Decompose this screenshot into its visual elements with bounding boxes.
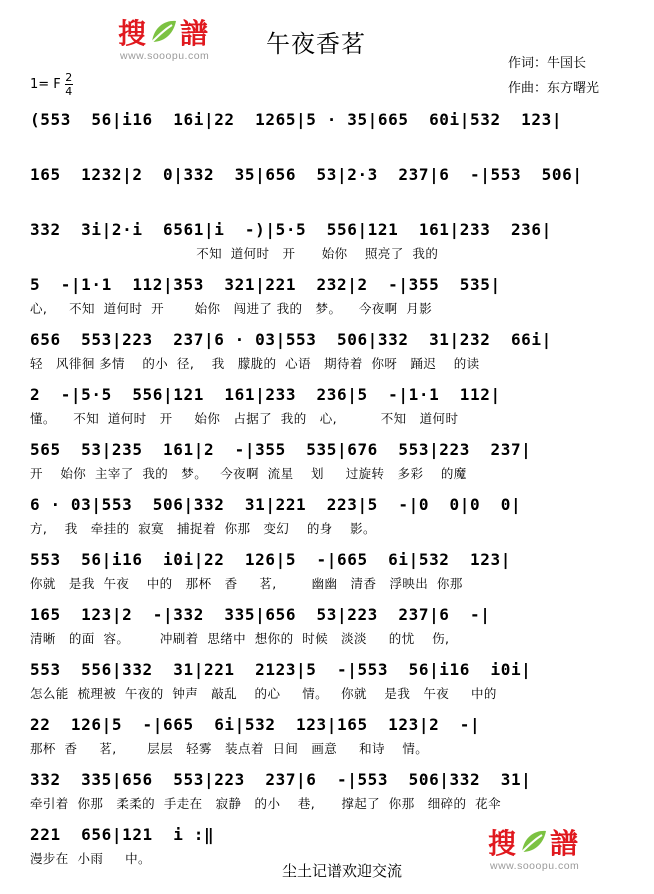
notation-row: 5 -|1·1 112|353 321|221 232|2 -|355 535|: [30, 275, 501, 294]
notation-row: 165 123|2 -|332 335|656 53|223 237|6 -|: [30, 605, 491, 624]
lyric-row: 你就 是我 午夜 中的 那杯 香 茗, 幽幽 清香 浮映出 你那: [30, 576, 463, 591]
lyric-row: [30, 134, 630, 154]
lyric-row: 漫步在 小雨 中。: [30, 851, 151, 866]
lyric-row: 不知 道何时 开 始你 照亮了 我的: [30, 246, 439, 261]
notation-row: 565 53|235 161|2 -|355 535|676 553|223 237|: [30, 440, 532, 459]
lyric-row: 那杯 香 茗, 层层 轻雾 装点着 日间 画意 和诗 情。: [30, 741, 429, 756]
footer-note: 尘土记谱欢迎交流: [282, 862, 403, 880]
score-line: [30, 493, 630, 548]
composer-credit: 作曲：东方曙光: [508, 81, 600, 96]
logo-url: www.sooopu.com: [120, 50, 210, 62]
sooopu-logo-bottom: [488, 828, 579, 872]
lyric-row: 清晰 的面 容。 冲刷着 思绪中 想你的 时候 淡淡 的忧 伤,: [30, 631, 450, 646]
notation-row: 165 1232|2 0|332 35|656 53|2·3 237|6 -|553 506|: [30, 165, 583, 184]
score-line: [30, 218, 630, 273]
notation-row: 553 556|332 31|221 2123|5 -|553 56|i16 i0i|: [30, 660, 532, 679]
score-line: [30, 438, 630, 493]
key-signature: [30, 72, 73, 97]
notation-row: 656 553|223 237|6 · 03|553 506|332 31|232 66i|: [30, 330, 552, 349]
logo-char-left: 搜: [118, 17, 147, 50]
lyric-row: [30, 189, 630, 209]
key-label: 1= F: [30, 77, 61, 92]
score-line: [30, 658, 630, 713]
lyric-row: 开 始你 主宰了 我的 梦。 今夜啊 流星 划 过旋转 多彩 的魔: [30, 466, 467, 481]
notation-row: 332 3i|2·i 6561|i -)|5·5 556|121 161|233 236|: [30, 220, 552, 239]
lyricist-credit: 作词：牛国长: [508, 56, 587, 71]
lyric-row: 方, 我 牵挂的 寂寞 捕捉着 你那 变幻 的身 影。: [30, 521, 376, 536]
logo-char-right: 譜: [180, 17, 209, 50]
notation-row: 6 · 03|553 506|332 31|221 223|5 -|0 0|0 0|: [30, 495, 522, 514]
logo-char-left: 搜: [488, 827, 517, 860]
time-signature: [65, 72, 73, 97]
lyric-row: 心, 不知 道何时 开 始你 闯进了 我的 梦。 今夜啊 月影: [30, 301, 433, 316]
lyric-row: 怎么能 梳理被 午夜的 钟声 敲乱 的心 情。 你就 是我 午夜 中的: [30, 686, 497, 701]
score-line: [30, 273, 630, 328]
score-line: [30, 163, 630, 218]
song-title: 午夜香茗: [266, 30, 366, 58]
notation-row: 221 656|121 i :‖: [30, 825, 215, 844]
logo-url: www.sooopu.com: [490, 860, 580, 872]
score-line: [30, 713, 630, 768]
lyric-row: 懂。 不知 道何时 开 始你 占据了 我的 心, 不知 道何时: [30, 411, 459, 426]
score-line: [30, 603, 630, 658]
score-line: [30, 548, 630, 603]
sooopu-logo-top: [118, 18, 209, 62]
logo-char-right: 譜: [550, 827, 579, 860]
score-line: [30, 108, 630, 163]
score-line: [30, 768, 630, 823]
time-bottom: 4: [65, 85, 73, 98]
score-line: [30, 383, 630, 438]
score-line: [30, 328, 630, 383]
lyric-row: 轻 风徘徊 多情 的小 径, 我 朦胧的 心语 期待着 你呀 踊迟 的读: [30, 356, 480, 371]
notation-row: 332 335|656 553|223 237|6 -|553 506|332 31|: [30, 770, 532, 789]
notation-row: 2 -|5·5 556|121 161|233 236|5 -|1·1 112|: [30, 385, 501, 404]
leaf-icon: [148, 18, 178, 50]
leaf-icon: [518, 828, 548, 860]
time-top: 2: [65, 71, 73, 84]
jianpu-score: [30, 108, 630, 878]
notation-row: (553 56|i16 16i|22 1265|5 · 35|665 60i|532 123|: [30, 110, 563, 129]
notation-row: 553 56|i16 i0i|22 126|5 -|665 6i|532 123|: [30, 550, 511, 569]
notation-row: 22 126|5 -|665 6i|532 123|165 123|2 -|: [30, 715, 481, 734]
lyric-row: 牵引着 你那 柔柔的 手走在 寂静 的小 巷, 撑起了 你那 细碎的 花伞: [30, 796, 501, 811]
